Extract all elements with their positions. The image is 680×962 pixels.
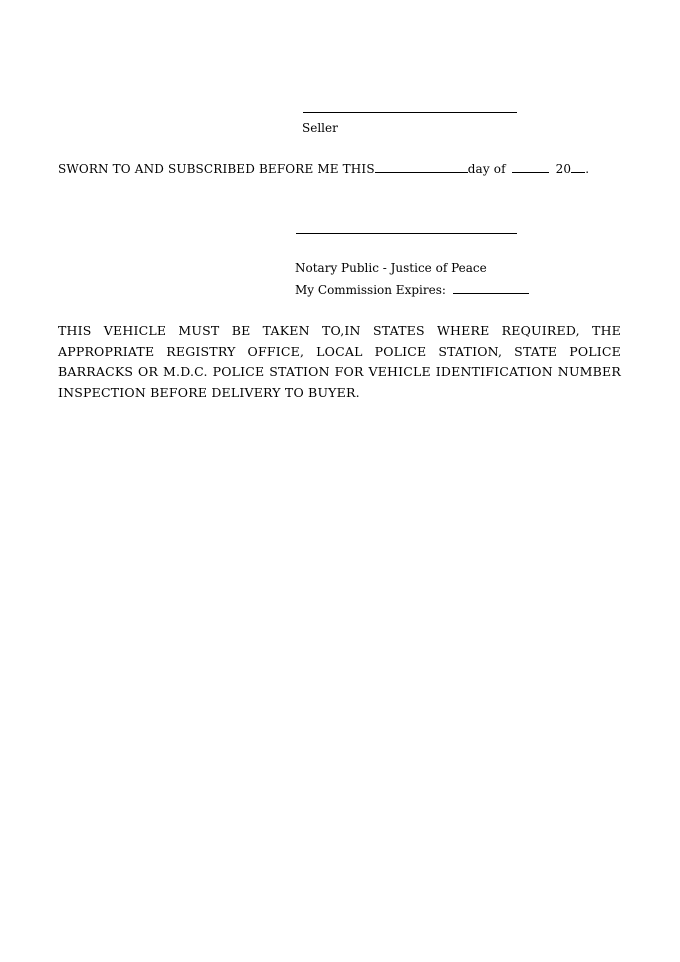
commission-expires <box>295 282 529 297</box>
notary-title: Notary Public - Justice of Peace <box>295 261 487 275</box>
sworn-end: . <box>585 162 590 176</box>
commission-label: My Commission Expires: <box>295 283 446 297</box>
year-prefix: 20 <box>555 162 572 176</box>
month-blank[interactable] <box>512 161 549 173</box>
seller-label: Seller <box>302 121 338 135</box>
notary-signature-line <box>296 233 517 234</box>
sworn-statement <box>58 161 589 176</box>
seller-signature-line <box>303 112 517 113</box>
vehicle-inspection-notice: THIS VEHICLE MUST BE TAKEN TO,IN STATES WHERE REQUIRED, THE APPROPRIATE REGISTRY OFFICE, LOCAL POLICE STATION, STATE POLICE BARRACKS OR M.D.C. POLICE STATION FOR VEHICLE IDENTIFICATION NUMBER INSPECTION BEFORE DELIVERY TO BUYER. <box>58 323 621 400</box>
day-blank[interactable] <box>375 161 468 173</box>
commission-date-blank[interactable] <box>453 282 529 294</box>
sworn-prefix: SWORN TO AND SUBSCRIBED BEFORE ME THIS <box>58 162 375 176</box>
day-of-label: day of <box>467 162 506 176</box>
year-blank[interactable] <box>571 161 585 173</box>
